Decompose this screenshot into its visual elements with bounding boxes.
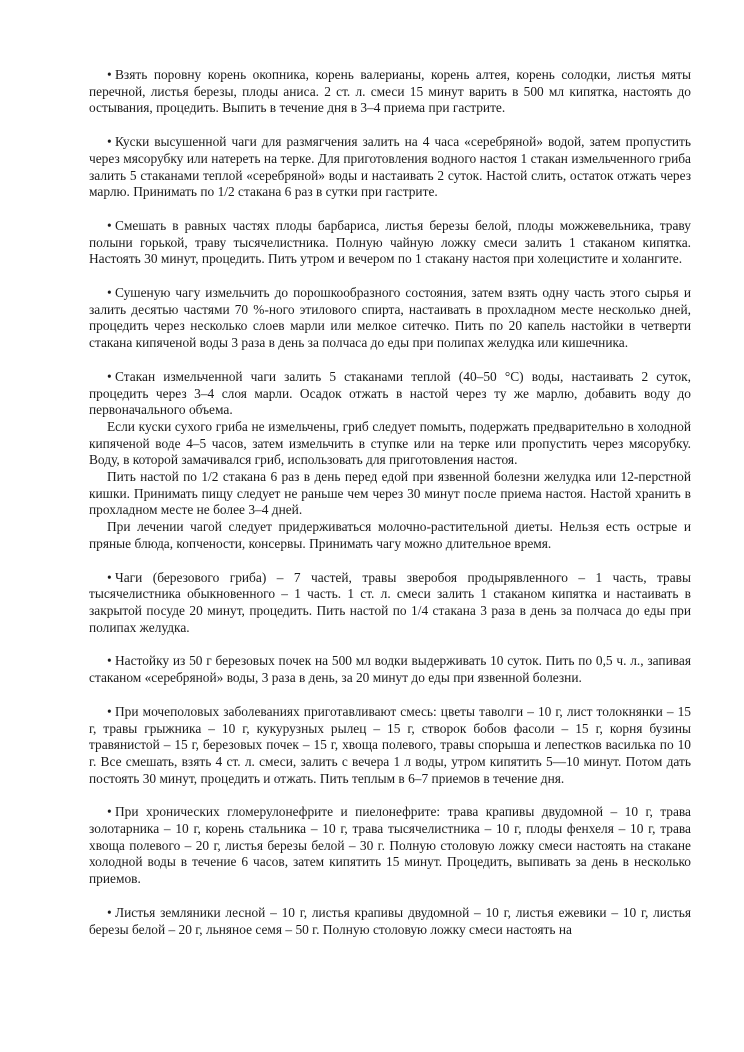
recipe-entry	[89, 67, 691, 117]
paragraph-text: Куски высушенной чаги для размягчения залить на 4 часа «серебряной» водой, затем пропустить через мясорубку или натереть на терке. Для приготовления водного настоя 1 стакан измельченного гриба залить 5 стаканами теплой «серебряной» воды и настаивать 2 суток. Настой слить, остаток отжать через марлю. Принимать по 1/2 стакана 6 раз в сутки при гастрите.	[89, 134, 691, 200]
paragraph-text: Пить настой по 1/2 стакана 6 раз в день перед едой при язвенной болезни желудка или 12-перстной кишки. Принимать пищу следует не раньше чем через 30 минут после приема настоя. Настой хранить в прохладном месте не более 3–4 дней.	[89, 469, 691, 518]
bullet-icon: •	[107, 653, 112, 669]
bullet-icon: •	[107, 134, 112, 150]
paragraph-text: Если куски сухого гриба не измельчены, гриб следует помыть, подержать предварительно в холодной кипяченой воде 4–5 часов, затем измельчить в ступке или на терке или пропустить через мясорубку. Воду, в которой замачивался гриб, использовать для приготовления настоя.	[89, 418, 691, 468]
bullet-icon: •	[107, 67, 112, 82]
recipe-paragraph	[89, 134, 691, 201]
recipe-paragraph	[89, 704, 691, 788]
recipe-entry	[89, 653, 691, 686]
paragraph-text: При лечении чагой следует придерживаться молочно-растительной диеты. Нельзя есть острые и пряные блюда, копчености, консервы. Принимать чагу можно длительное время.	[89, 519, 691, 551]
paragraph-text: При мочеполовых заболеваниях приготавливают смесь: цветы таволги – 10 г, лист толокнянки – 15 г, травы грыжника – 10 г, кукурузных рылец – 15 г, створок бобов фасоли – 15 г, корня бузины травянистой – 15 г, березовых почек – 15 г, хвоща полевого, травы спорыша и лепестков василька по 10 г. Все смешать, взять 4 ст. л. смеси, залить с вечера 1 л воды, утром кипятить 5—10 минут. Потом дать постоять 30 минут, процедить и отжать. Пить теплым в 6–7 приемов в течение дня.	[89, 703, 691, 786]
recipe-paragraph	[89, 653, 691, 686]
recipe-paragraph	[89, 804, 691, 888]
recipe-continuation-paragraph	[89, 469, 691, 519]
paragraph-text: Смешать в равных частях плоды барбариса, листья березы белой, плоды можжевельника, траву полыни горькой, траву тысячелистника. Полную чайную ложку смеси залить 1 стаканом кипятка. Настоять 30 минут, процедить. Пить утром и вечером по 1 стакану настоя при холецистите и холангите.	[89, 217, 691, 267]
recipe-entry	[89, 285, 691, 352]
paragraph-text: Настойку из 50 г березовых почек на 500 мл водки выдерживать 10 суток. Пить по 0,5 ч. л., запивая стаканом «серебряной» воды, 3 раза в день, за 20 минут до еды при язвенной болезни.	[89, 653, 691, 686]
recipe-entry	[89, 218, 691, 268]
paragraph-text: Чаги (березового гриба) – 7 частей, травы зверобоя продырявленного – 1 часть, травы тысячелистника обыкновенного – 1 часть. 1 ст. л. смеси залить 1 стаканом кипятка и настаивать в закрытой посуде 20 минут, процедить. Пить настой по 1/4 стакана 3 раза в день за полчаса до еды при полипах желудка.	[89, 569, 691, 635]
recipe-paragraph	[89, 67, 691, 117]
bullet-icon: •	[107, 217, 112, 233]
bullet-icon: •	[107, 368, 112, 384]
paragraph-text: При хронических гломерулонефрите и пиелонефрите: трава крапивы двудомной – 10 г, трава золотарника – 10 г, корень стальника – 10 г, трава тысячелистника – 10 г, плоды фенхеля – 10 г, трава хвоща полевого – 20 г, листья березы белой – 30 г. Полную столовую ложку смеси настоять на стакане холодной воды в течение 6 часов, затем кипятить 15 минут. Процедить, выпивать за день в несколько приемов.	[89, 804, 691, 887]
paragraph-text: Взять поровну корень окопника, корень валерианы, корень алтея, корень солодки, листья мяты перечной, листья березы, плоды аниса. 2 ст. л. смеси 15 минут варить в 500 мл кипятка, настоять до остывания, процедить. Выпить в течение дня в 3–4 приема при гастрите.	[89, 67, 691, 116]
bullet-icon: •	[107, 285, 112, 301]
bullet-icon: •	[107, 703, 112, 719]
document-page	[89, 67, 691, 955]
recipe-continuation-paragraph	[89, 519, 691, 552]
recipe-paragraph	[89, 369, 691, 419]
paragraph-text: Листья земляники лесной – 10 г, листья крапивы двудомной – 10 г, листья ежевики – 10 г, листья березы белой – 20 г, льняное семя – 50 г. Полную столовую ложку смеси настоять на	[89, 904, 691, 937]
bullet-icon: •	[107, 569, 112, 585]
recipe-entry	[89, 905, 691, 938]
recipe-paragraph	[89, 285, 691, 352]
recipe-entry	[89, 570, 691, 637]
bullet-icon: •	[107, 904, 112, 920]
recipe-paragraph	[89, 218, 691, 268]
paragraph-text: Сушеную чагу измельчить до порошкообразного состояния, затем взять одну часть этого сырья и залить десятью частями 70 %-ного этилового спирта, настаивать в прохладном месте несколько дней, процедить через несколько слоев марли или мелкое ситечко. Пить по 20 капель настойки в четверти стакана кипяченой воды 3 раза в день за полчаса до еды при полипах желудка или кишечника.	[89, 285, 691, 351]
bullet-icon: •	[107, 804, 112, 820]
recipe-entry	[89, 804, 691, 888]
recipe-entry	[89, 704, 691, 788]
recipe-entry	[89, 369, 691, 553]
recipe-entry	[89, 134, 691, 201]
recipe-paragraph	[89, 905, 691, 938]
paragraph-text: Стакан измельченной чаги залить 5 стаканами теплой (40–50 °С) воды, настаивать 2 суток, процедить через 3–4 слоя марли. Осадок отжать в настой через ту же марлю, добавить воду до первоначального объема.	[89, 368, 691, 418]
recipe-continuation-paragraph	[89, 419, 691, 469]
recipe-paragraph	[89, 570, 691, 637]
